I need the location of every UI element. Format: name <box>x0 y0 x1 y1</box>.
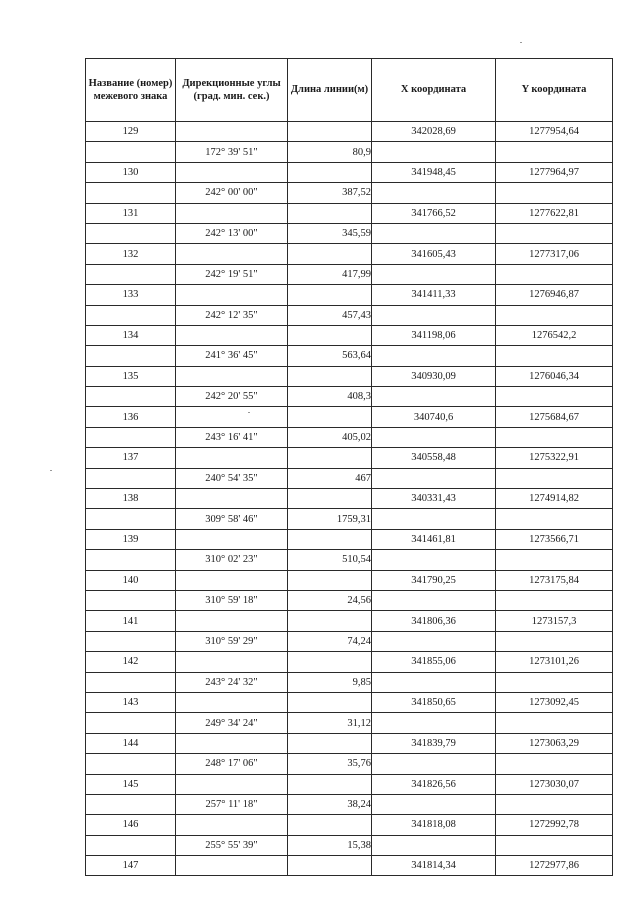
direction-angle: 310° 02' 23" <box>176 550 288 570</box>
empty-cell <box>496 427 613 447</box>
empty-cell <box>176 448 288 468</box>
line-length: 1759,31 <box>288 509 372 529</box>
segment-row <box>86 346 613 366</box>
y-coordinate: 1275322,91 <box>496 448 613 468</box>
scan-speck <box>50 470 52 471</box>
point-row <box>86 529 613 549</box>
y-coordinate: 1277622,81 <box>496 203 613 223</box>
empty-cell <box>372 794 496 814</box>
x-coordinate: 340930,09 <box>372 366 496 386</box>
empty-cell <box>176 285 288 305</box>
empty-cell <box>288 733 372 753</box>
empty-cell <box>288 122 372 142</box>
point-row <box>86 856 613 876</box>
mark-name: 137 <box>86 448 176 468</box>
line-length: 38,24 <box>288 794 372 814</box>
y-coordinate: 1273101,26 <box>496 652 613 672</box>
empty-cell <box>288 366 372 386</box>
empty-cell <box>372 835 496 855</box>
mark-name: 140 <box>86 570 176 590</box>
direction-angle: 242° 00' 00" <box>176 183 288 203</box>
segment-row <box>86 509 613 529</box>
header-angle: Дирекционные углы (град. мин. сек.) <box>176 59 288 122</box>
empty-cell <box>176 774 288 794</box>
y-coordinate: 1276946,87 <box>496 285 613 305</box>
point-row <box>86 692 613 712</box>
empty-cell <box>86 509 176 529</box>
mark-name: 130 <box>86 162 176 182</box>
empty-cell <box>496 468 613 488</box>
empty-cell <box>288 244 372 264</box>
empty-cell <box>86 223 176 243</box>
empty-cell <box>176 529 288 549</box>
boundary-marks-table <box>85 58 613 876</box>
mark-name: 129 <box>86 122 176 142</box>
segment-row <box>86 427 613 447</box>
empty-cell <box>372 631 496 651</box>
empty-cell <box>86 794 176 814</box>
segment-row <box>86 794 613 814</box>
mark-name: 132 <box>86 244 176 264</box>
empty-cell <box>372 427 496 447</box>
point-row <box>86 407 613 427</box>
empty-cell <box>372 509 496 529</box>
mark-name: 144 <box>86 733 176 753</box>
line-length: 563,64 <box>288 346 372 366</box>
y-coordinate: 1273157,3 <box>496 611 613 631</box>
empty-cell <box>176 611 288 631</box>
segment-row <box>86 590 613 610</box>
segment-row <box>86 142 613 162</box>
empty-cell <box>288 856 372 876</box>
empty-cell <box>176 652 288 672</box>
segment-row <box>86 672 613 692</box>
empty-cell <box>496 754 613 774</box>
empty-cell <box>288 203 372 223</box>
x-coordinate: 341814,34 <box>372 856 496 876</box>
line-length: 74,24 <box>288 631 372 651</box>
x-coordinate: 341790,25 <box>372 570 496 590</box>
empty-cell <box>86 550 176 570</box>
y-coordinate: 1273175,84 <box>496 570 613 590</box>
empty-cell <box>496 142 613 162</box>
segment-row <box>86 387 613 407</box>
empty-cell <box>288 652 372 672</box>
empty-cell <box>86 387 176 407</box>
point-row <box>86 448 613 468</box>
point-row <box>86 652 613 672</box>
empty-cell <box>372 183 496 203</box>
y-coordinate: 1277954,64 <box>496 122 613 142</box>
line-length: 467 <box>288 468 372 488</box>
empty-cell <box>372 223 496 243</box>
mark-name: 143 <box>86 692 176 712</box>
direction-angle: 241° 36' 45" <box>176 346 288 366</box>
empty-cell <box>288 529 372 549</box>
empty-cell <box>288 611 372 631</box>
empty-cell <box>176 570 288 590</box>
empty-cell <box>86 631 176 651</box>
line-length: 345,59 <box>288 223 372 243</box>
mark-name: 136 <box>86 407 176 427</box>
empty-cell <box>176 244 288 264</box>
empty-cell <box>372 550 496 570</box>
mark-name: 134 <box>86 325 176 345</box>
mark-name: 131 <box>86 203 176 223</box>
empty-cell <box>288 448 372 468</box>
empty-cell <box>496 183 613 203</box>
empty-cell <box>288 162 372 182</box>
y-coordinate: 1273566,71 <box>496 529 613 549</box>
x-coordinate: 340740,6 <box>372 407 496 427</box>
table-header-row <box>86 59 613 122</box>
empty-cell <box>176 122 288 142</box>
empty-cell <box>372 346 496 366</box>
empty-cell <box>372 672 496 692</box>
x-coordinate: 341850,65 <box>372 692 496 712</box>
direction-angle: 309° 58' 46" <box>176 509 288 529</box>
empty-cell <box>288 815 372 835</box>
line-length: 80,9 <box>288 142 372 162</box>
direction-angle: 310° 59' 18" <box>176 590 288 610</box>
mark-name: 133 <box>86 285 176 305</box>
empty-cell <box>86 713 176 733</box>
empty-cell <box>86 183 176 203</box>
empty-cell <box>496 509 613 529</box>
empty-cell <box>372 387 496 407</box>
mark-name: 145 <box>86 774 176 794</box>
line-length: 15,38 <box>288 835 372 855</box>
y-coordinate: 1272977,86 <box>496 856 613 876</box>
line-length: 510,54 <box>288 550 372 570</box>
empty-cell <box>176 815 288 835</box>
direction-angle: 172° 39' 51" <box>176 142 288 162</box>
segment-row <box>86 264 613 284</box>
direction-angle: 242° 13' 00" <box>176 223 288 243</box>
empty-cell <box>496 794 613 814</box>
header-x: X координата <box>372 59 496 122</box>
empty-cell <box>176 162 288 182</box>
x-coordinate: 341948,45 <box>372 162 496 182</box>
line-length: 387,52 <box>288 183 372 203</box>
y-coordinate: 1273063,29 <box>496 733 613 753</box>
empty-cell <box>496 305 613 325</box>
y-coordinate: 1273092,45 <box>496 692 613 712</box>
direction-angle: 255° 55' 39" <box>176 835 288 855</box>
segment-row <box>86 550 613 570</box>
line-length: 31,12 <box>288 713 372 733</box>
x-coordinate: 341461,81 <box>372 529 496 549</box>
direction-angle: 242° 19' 51" <box>176 264 288 284</box>
header-length: Длина линии(м) <box>288 59 372 122</box>
header-name: Название (номер) межевого знака <box>86 59 176 122</box>
empty-cell <box>86 427 176 447</box>
empty-cell <box>496 835 613 855</box>
empty-cell <box>176 856 288 876</box>
y-coordinate: 1277317,06 <box>496 244 613 264</box>
segment-row <box>86 631 613 651</box>
x-coordinate: 341605,43 <box>372 244 496 264</box>
mark-name: 147 <box>86 856 176 876</box>
x-coordinate: 341826,56 <box>372 774 496 794</box>
empty-cell <box>372 305 496 325</box>
empty-cell <box>372 754 496 774</box>
line-length: 457,43 <box>288 305 372 325</box>
empty-cell <box>496 590 613 610</box>
x-coordinate: 340331,43 <box>372 489 496 509</box>
y-coordinate: 1273030,07 <box>496 774 613 794</box>
empty-cell <box>288 325 372 345</box>
point-row <box>86 570 613 590</box>
empty-cell <box>288 407 372 427</box>
empty-cell <box>496 223 613 243</box>
x-coordinate: 341818,08 <box>372 815 496 835</box>
header-y: Y координата <box>496 59 613 122</box>
line-length: 35,76 <box>288 754 372 774</box>
empty-cell <box>86 835 176 855</box>
empty-cell <box>176 407 288 427</box>
empty-cell <box>496 550 613 570</box>
y-coordinate: 1274914,82 <box>496 489 613 509</box>
line-length: 24,56 <box>288 590 372 610</box>
point-row <box>86 244 613 264</box>
x-coordinate: 341766,52 <box>372 203 496 223</box>
point-row <box>86 366 613 386</box>
point-row <box>86 203 613 223</box>
point-row <box>86 774 613 794</box>
x-coordinate: 342028,69 <box>372 122 496 142</box>
point-row <box>86 285 613 305</box>
document-page <box>85 58 612 872</box>
segment-row <box>86 713 613 733</box>
point-row <box>86 162 613 182</box>
empty-cell <box>86 468 176 488</box>
empty-cell <box>86 590 176 610</box>
empty-cell <box>288 692 372 712</box>
scan-speck <box>248 412 250 413</box>
direction-angle: 310° 59' 29" <box>176 631 288 651</box>
empty-cell <box>372 142 496 162</box>
empty-cell <box>86 672 176 692</box>
empty-cell <box>288 285 372 305</box>
mark-name: 146 <box>86 815 176 835</box>
y-coordinate: 1275684,67 <box>496 407 613 427</box>
point-row <box>86 489 613 509</box>
empty-cell <box>176 489 288 509</box>
mark-name: 139 <box>86 529 176 549</box>
direction-angle: 248° 17' 06" <box>176 754 288 774</box>
direction-angle: 242° 20' 55" <box>176 387 288 407</box>
mark-name: 142 <box>86 652 176 672</box>
point-row <box>86 122 613 142</box>
y-coordinate: 1276542,2 <box>496 325 613 345</box>
segment-row <box>86 223 613 243</box>
empty-cell <box>86 142 176 162</box>
empty-cell <box>288 570 372 590</box>
direction-angle: 240° 54' 35" <box>176 468 288 488</box>
y-coordinate: 1272992,78 <box>496 815 613 835</box>
empty-cell <box>372 264 496 284</box>
x-coordinate: 341806,36 <box>372 611 496 631</box>
mark-name: 141 <box>86 611 176 631</box>
empty-cell <box>496 346 613 366</box>
x-coordinate: 341198,06 <box>372 325 496 345</box>
empty-cell <box>288 774 372 794</box>
mark-name: 135 <box>86 366 176 386</box>
empty-cell <box>496 713 613 733</box>
direction-angle: 257° 11' 18" <box>176 794 288 814</box>
point-row <box>86 733 613 753</box>
point-row <box>86 325 613 345</box>
empty-cell <box>496 631 613 651</box>
empty-cell <box>496 264 613 284</box>
line-length: 9,85 <box>288 672 372 692</box>
line-length: 417,99 <box>288 264 372 284</box>
direction-angle: 242° 12' 35" <box>176 305 288 325</box>
direction-angle: 243° 16' 41" <box>176 427 288 447</box>
empty-cell <box>86 264 176 284</box>
empty-cell <box>86 754 176 774</box>
x-coordinate: 341411,33 <box>372 285 496 305</box>
empty-cell <box>176 203 288 223</box>
empty-cell <box>86 305 176 325</box>
segment-row <box>86 183 613 203</box>
point-row <box>86 815 613 835</box>
empty-cell <box>496 672 613 692</box>
empty-cell <box>176 366 288 386</box>
table-body <box>86 122 613 876</box>
x-coordinate: 340558,48 <box>372 448 496 468</box>
x-coordinate: 341839,79 <box>372 733 496 753</box>
empty-cell <box>372 713 496 733</box>
line-length: 405,02 <box>288 427 372 447</box>
segment-row <box>86 754 613 774</box>
empty-cell <box>372 468 496 488</box>
segment-row <box>86 468 613 488</box>
x-coordinate: 341855,06 <box>372 652 496 672</box>
empty-cell <box>176 733 288 753</box>
mark-name: 138 <box>86 489 176 509</box>
line-length: 408,3 <box>288 387 372 407</box>
empty-cell <box>496 387 613 407</box>
empty-cell <box>288 489 372 509</box>
direction-angle: 249° 34' 24" <box>176 713 288 733</box>
scan-speck <box>520 42 522 43</box>
direction-angle: 243° 24' 32" <box>176 672 288 692</box>
empty-cell <box>176 692 288 712</box>
empty-cell <box>176 325 288 345</box>
y-coordinate: 1276046,34 <box>496 366 613 386</box>
segment-row <box>86 305 613 325</box>
segment-row <box>86 835 613 855</box>
y-coordinate: 1277964,97 <box>496 162 613 182</box>
point-row <box>86 611 613 631</box>
empty-cell <box>372 590 496 610</box>
empty-cell <box>86 346 176 366</box>
